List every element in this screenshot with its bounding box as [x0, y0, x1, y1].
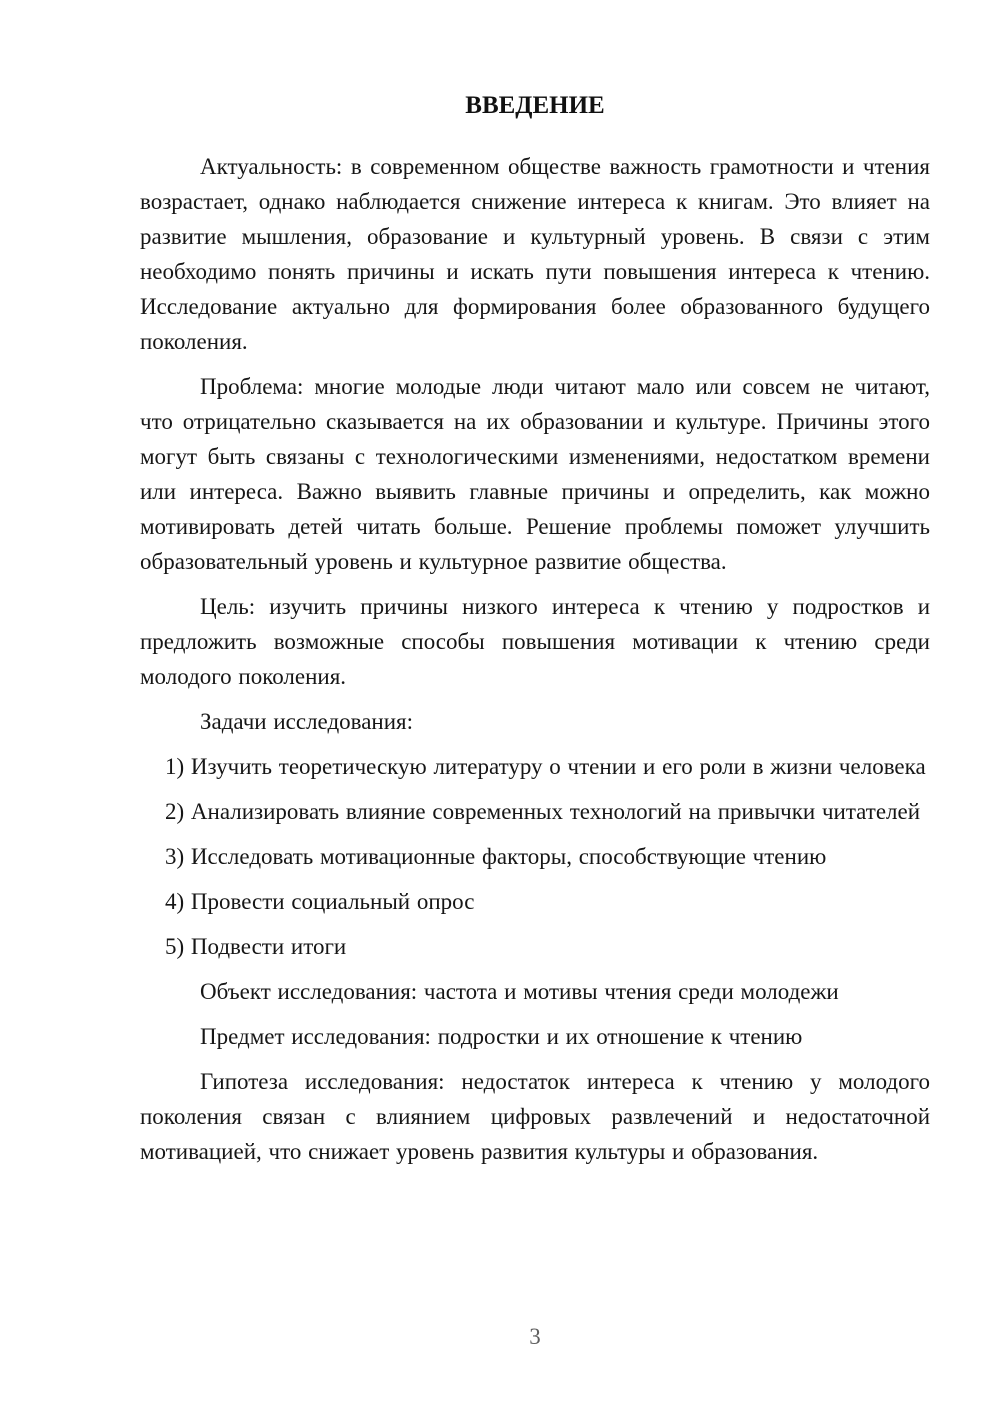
- task-item-2: 2) Анализировать влияние современных технологий на привычки читателей: [165, 799, 921, 824]
- paragraph-problem: Проблема: многие молодые люди читают мало или совсем не читают, что отрицательно сказывается на их образовании и культуре. Причины этого могут быть связаны с технологическими изменениями, недостатком времени или интереса. Важно выявить главные причины и определить, как можно мотивировать детей читать больше. Решение проблемы поможет улучшить образовательный уровень и культурное развитие общества.: [140, 374, 930, 574]
- task-item-3: 3) Исследовать мотивационные факторы, способствующие чтению: [165, 844, 827, 869]
- task-item-5: 5) Подвести итоги: [165, 934, 347, 959]
- page-title: ВВЕДЕНИЕ: [465, 92, 605, 119]
- paragraph-relevance: Актуальность: в современном обществе важность грамотности и чтения возрастает, однако наблюдается снижение интереса к книгам. Это влияет на развитие мышления, образование и культурный уровень. В связи с этим необходимо понять причины и искать пути повышения интереса к чтению. Исследование актуально для формирования более образованного будущего поколения.: [140, 154, 930, 354]
- task-item-1: 1) Изучить теоретическую литературу о чтении и его роли в жизни человека: [165, 754, 926, 779]
- paragraph-goal: Цель: изучить причины низкого интереса к чтению у подростков и предложить возможные способы повышения мотивации к чтению среди молодого поколения.: [140, 594, 930, 689]
- paragraph-tasks-heading: Задачи исследования:: [200, 709, 414, 734]
- task-item-4: 4) Провести социальный опрос: [165, 889, 475, 914]
- paragraph-object: Объект исследования: частота и мотивы чтения среди молодежи: [200, 979, 839, 1004]
- paragraph-subject: Предмет исследования: подростки и их отношение к чтению: [200, 1024, 803, 1049]
- page-number: 3: [529, 1324, 541, 1349]
- paragraph-hypothesis: Гипотеза исследования: недостаток интереса к чтению у молодого поколения связан с влиянием цифровых развлечений и недостаточной мотивацией, что снижает уровень развития культуры и образования.: [140, 1069, 930, 1164]
- document-content: [140, 92, 930, 1179]
